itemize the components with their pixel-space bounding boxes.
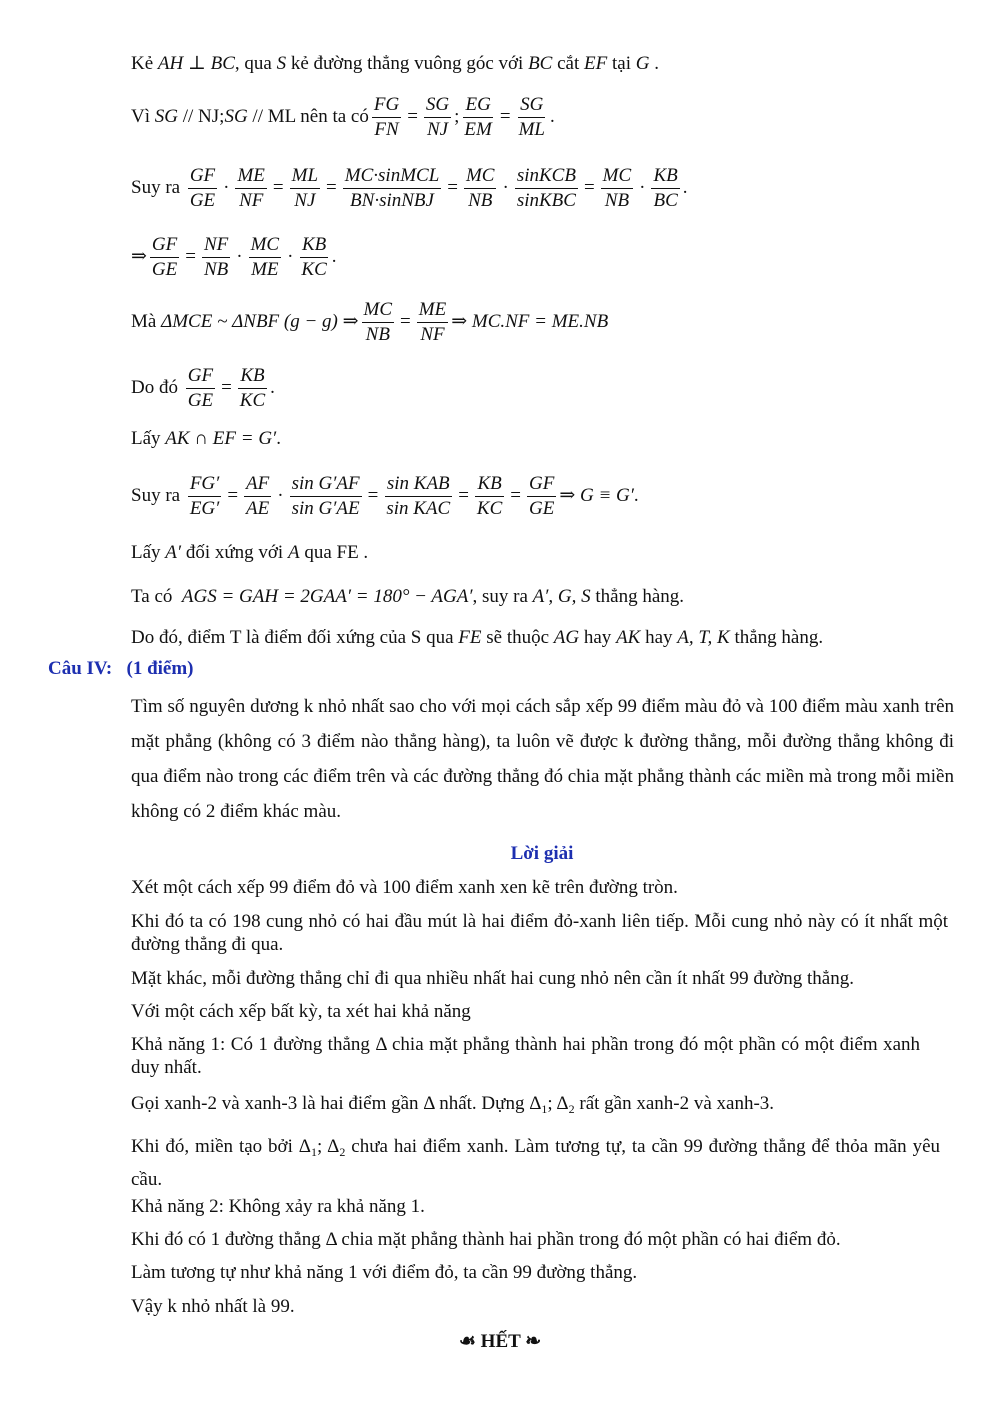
solution-line-9: Khi đó có 1 đường thẳng Δ chia mặt phẳng thành hai phần trong đó một phần có hai điểm đỏ. [131, 1229, 841, 1250]
fraction: $\frac{\text{sinKCB}}{\text{sinKBC}}$ [516, 164, 576, 211]
solution-line-5: Khả năng 1: Có 1 đường thẳng Δ chia mặt phẳng thành hai phần trong đó một phần có một điểm xanh duy nhất. [131, 1034, 920, 1078]
text: cắt [557, 53, 580, 74]
fraction: $\frac{MC}{NB}$ [363, 298, 393, 345]
line-2: Vì SG // NJ; SG // ML nên ta có $\frac{FG}{FN}$ = $\frac{SG}{NJ}$ ; $\frac{EG}{EM}$ = $\frac{SG}{ML}$ . [131, 93, 555, 140]
solution-line-7 [131, 1133, 940, 1194]
line-1 [131, 52, 960, 76]
math: A′, G, S [532, 586, 591, 607]
fraction: $\frac{GF}{GE}$ [187, 364, 214, 411]
text: chưa hai điểm xanh. Làm tương tự, ta cần 99 đường thẳng để thỏa mãn yêu cầu. [131, 1136, 941, 1190]
text: Gọi xanh-2 và xanh-3 là hai điểm gần Δ nhất. Dựng Δ [131, 1093, 542, 1114]
text: . [654, 53, 659, 74]
subscript: 1 [311, 1145, 317, 1159]
line-4: ⇒ $\frac{GF}{GE}$ = $\frac{NF}{NB}$ · $\frac{MC}{ME}$ · $\frac{KB}{KC}$ . [131, 233, 337, 280]
text: // NJ; [182, 106, 225, 127]
text: Suy ra [131, 177, 181, 198]
text: Vì [131, 106, 150, 127]
math: AK [616, 627, 641, 648]
end-text: HẾT [480, 1331, 521, 1352]
math: FE [458, 627, 482, 648]
fraction: $\frac{SG}{NJ}$ [425, 93, 450, 140]
question-label: Câu IV: [48, 658, 113, 679]
math: A, T, K [677, 627, 730, 648]
text: Suy ra [131, 485, 181, 506]
text: , qua [234, 53, 272, 74]
text: tại [611, 53, 631, 74]
text: Kẻ [131, 53, 154, 74]
math: ⇒ MC.NF = ME.NB [451, 311, 609, 332]
end-marker [0, 1330, 1000, 1354]
fraction: $\frac{NF}{NB}$ [203, 233, 229, 280]
math: AGS = GAH = 2GAA′ = 180° − AGA′ [181, 586, 473, 607]
text: qua FE . [304, 542, 369, 563]
math: ⇒ G ≡ G′ [559, 485, 634, 506]
text: hay [583, 627, 612, 648]
fraction: $\frac{ME}{NF}$ [418, 298, 447, 345]
solution-line-6 [131, 1092, 960, 1121]
text: đối xứng với [185, 542, 284, 563]
fraction: $\frac{AF}{AE}$ [246, 472, 270, 519]
fraction: $\frac{GF}{GE}$ [151, 233, 178, 280]
text: ; Δ [317, 1136, 340, 1157]
fraction: $\frac{SG}{ML}$ [518, 93, 545, 140]
math: G [635, 53, 650, 74]
fraction: $\frac{MC}{ME}$ [250, 233, 280, 280]
problem-statement: Tìm số nguyên dương k nhỏ nhất sao cho với mọi cách sắp xếp 99 điểm màu đỏ và 100 điểm màu xanh trên mặt phẳng (không có 3 điểm nào thẳng hàng), ta luôn vẽ được k đường thẳng, mỗi đường thẳng không đi qua điểm nào trong các điểm trên và các đường thẳng đó chia mặt phẳng thành các miền mà trong mỗi miền không có 2 điểm khác màu. [131, 696, 954, 822]
math: AH ⊥ BC [157, 53, 235, 74]
solution-title: Lời giải [510, 843, 574, 864]
fraction: $\frac{\text{MC·sinMCL}}{\text{BN·sinNBJ}}$ [344, 164, 440, 211]
solution-line-11: Vậy k nhỏ nhất là 99. [131, 1296, 295, 1317]
text: Khi đó, miền tạo bởi Δ [131, 1136, 311, 1157]
text: kẻ đường thẳng vuông góc với [290, 53, 524, 74]
text: , suy ra [472, 586, 528, 607]
subscript: 1 [541, 1102, 548, 1116]
subscript: 2 [339, 1145, 346, 1159]
text: Mà [131, 311, 157, 332]
solution-line-1: Xét một cách xếp 99 điểm đỏ và 100 điểm xanh xen kẽ trên đường tròn. [131, 877, 678, 898]
math: SG [224, 106, 248, 127]
fraction: $\frac{FG'}{EG'}$ [189, 472, 220, 519]
ornament-left-icon: ☙ [458, 1331, 476, 1352]
text: ⇒ [131, 246, 147, 267]
text: sẽ thuộc [486, 627, 550, 648]
line-11 [131, 626, 960, 650]
line-7: Lấy AK ∩ EF = G′. [131, 428, 281, 449]
question-heading [48, 657, 960, 681]
text: ; Δ [547, 1093, 569, 1114]
ornament-right-icon: ❧ [525, 1331, 542, 1352]
text: thẳng hàng. [595, 586, 685, 607]
math: BC [528, 53, 553, 74]
line-9 [131, 541, 960, 565]
fraction: $\frac{KB}{BC}$ [653, 164, 678, 211]
text: Lấy [131, 542, 161, 563]
fraction: $\frac{ML}{NJ}$ [291, 164, 319, 211]
fraction: $\frac{EG}{EM}$ [464, 93, 492, 140]
solution-line-10: Làm tương tự như khả năng 1 với điểm đỏ, ta cần 99 đường thẳng. [131, 1262, 638, 1283]
fraction: $\frac{\text{sin G′AF}}{\text{sin G′AE}}$ [291, 472, 360, 519]
math: A′ [165, 542, 182, 563]
line-10 [131, 585, 960, 609]
fraction: $\frac{MC}{NB}$ [602, 164, 632, 211]
text: Do đó, điểm T là điểm đối xứng của S qua [131, 627, 454, 648]
math: AK ∩ EF = G′ [165, 428, 277, 449]
text: hay [645, 627, 673, 648]
math: S [276, 53, 287, 74]
fraction: $\frac{\text{sin KAB}}{\text{sin KAC}}$ [386, 472, 451, 519]
fraction: $\frac{MC}{NB}$ [465, 164, 495, 211]
fraction: $\frac{FG}{FN}$ [373, 93, 400, 140]
math: AG [553, 627, 580, 648]
text: rất gần xanh-2 và xanh-3. [574, 1093, 775, 1114]
fraction: $\frac{KB}{KC}$ [239, 364, 266, 411]
line-6: Do đó $\frac{GF}{GE}$ = $\frac{KB}{KC}$ . [131, 364, 275, 411]
text: Ta có [131, 586, 173, 607]
line-3: Suy ra $\frac{GF}{GE}$ · $\frac{ME}{NF}$ = $\frac{ML}{NJ}$ = $\frac{\text{MC·sinMCL}}{\text{BN·sinNBJ}}$ = $\frac{MC}{NB}$ · $\frac{\text{sinKCB}}{\text{sinKBC}}$ = $\frac{MC}{NB}$ · $\frac{KB}{BC}$ . [131, 164, 688, 211]
text: thẳng hàng. [734, 627, 824, 648]
fraction: $\frac{GF}{GE}$ [528, 472, 555, 519]
text: Do đó [131, 377, 178, 398]
question-points: (1 điểm) [126, 658, 194, 679]
fraction: $\frac{ME}{NF}$ [237, 164, 265, 211]
text: // ML nên ta có [252, 106, 369, 127]
math: EF [584, 53, 608, 74]
solution-line-2: Khi đó ta có 198 cung nhỏ có hai đầu mút là hai điểm đỏ-xanh liên tiếp. Mỗi cung nhỏ này có ít nhất một đường thẳng đi qua. [131, 911, 948, 955]
solution-line-4: Với một cách xếp bất kỳ, ta xét hai khả năng [131, 1001, 471, 1022]
math: ΔMCE ~ ΔNBF (g − g) ⇒ [161, 311, 359, 332]
fraction: $\frac{KB}{KC}$ [476, 472, 503, 519]
line-8: Suy ra $\frac{FG'}{EG'}$ = $\frac{AF}{AE}$ · $\frac{\text{sin G′AF}}{\text{sin G′AE}}$ = $\frac{\text{sin KAB}}{\text{sin KAC}}$ = $\frac{KB}{KC}$ = $\frac{GF}{GE}$ ⇒ G ≡ G′ . [131, 472, 639, 519]
math: SG [154, 106, 178, 127]
line-5: Mà ΔMCE ~ ΔNBF (g − g) ⇒ $\frac{MC}{NB}$ = $\frac{ME}{NF}$ ⇒ MC.NF = ME.NB [131, 298, 609, 345]
fraction: $\frac{GF}{GE}$ [189, 164, 216, 211]
text: Lấy [131, 428, 161, 449]
subscript: 2 [568, 1102, 575, 1116]
math: A [287, 542, 300, 563]
solution-line-3: Mặt khác, mỗi đường thẳng chỉ đi qua nhiều nhất hai cung nhỏ nên cần ít nhất 99 đường thẳng. [131, 968, 854, 989]
solution-line-8: Khả năng 2: Không xảy ra khả năng 1. [131, 1196, 425, 1217]
fraction: $\frac{KB}{KC}$ [301, 233, 327, 280]
